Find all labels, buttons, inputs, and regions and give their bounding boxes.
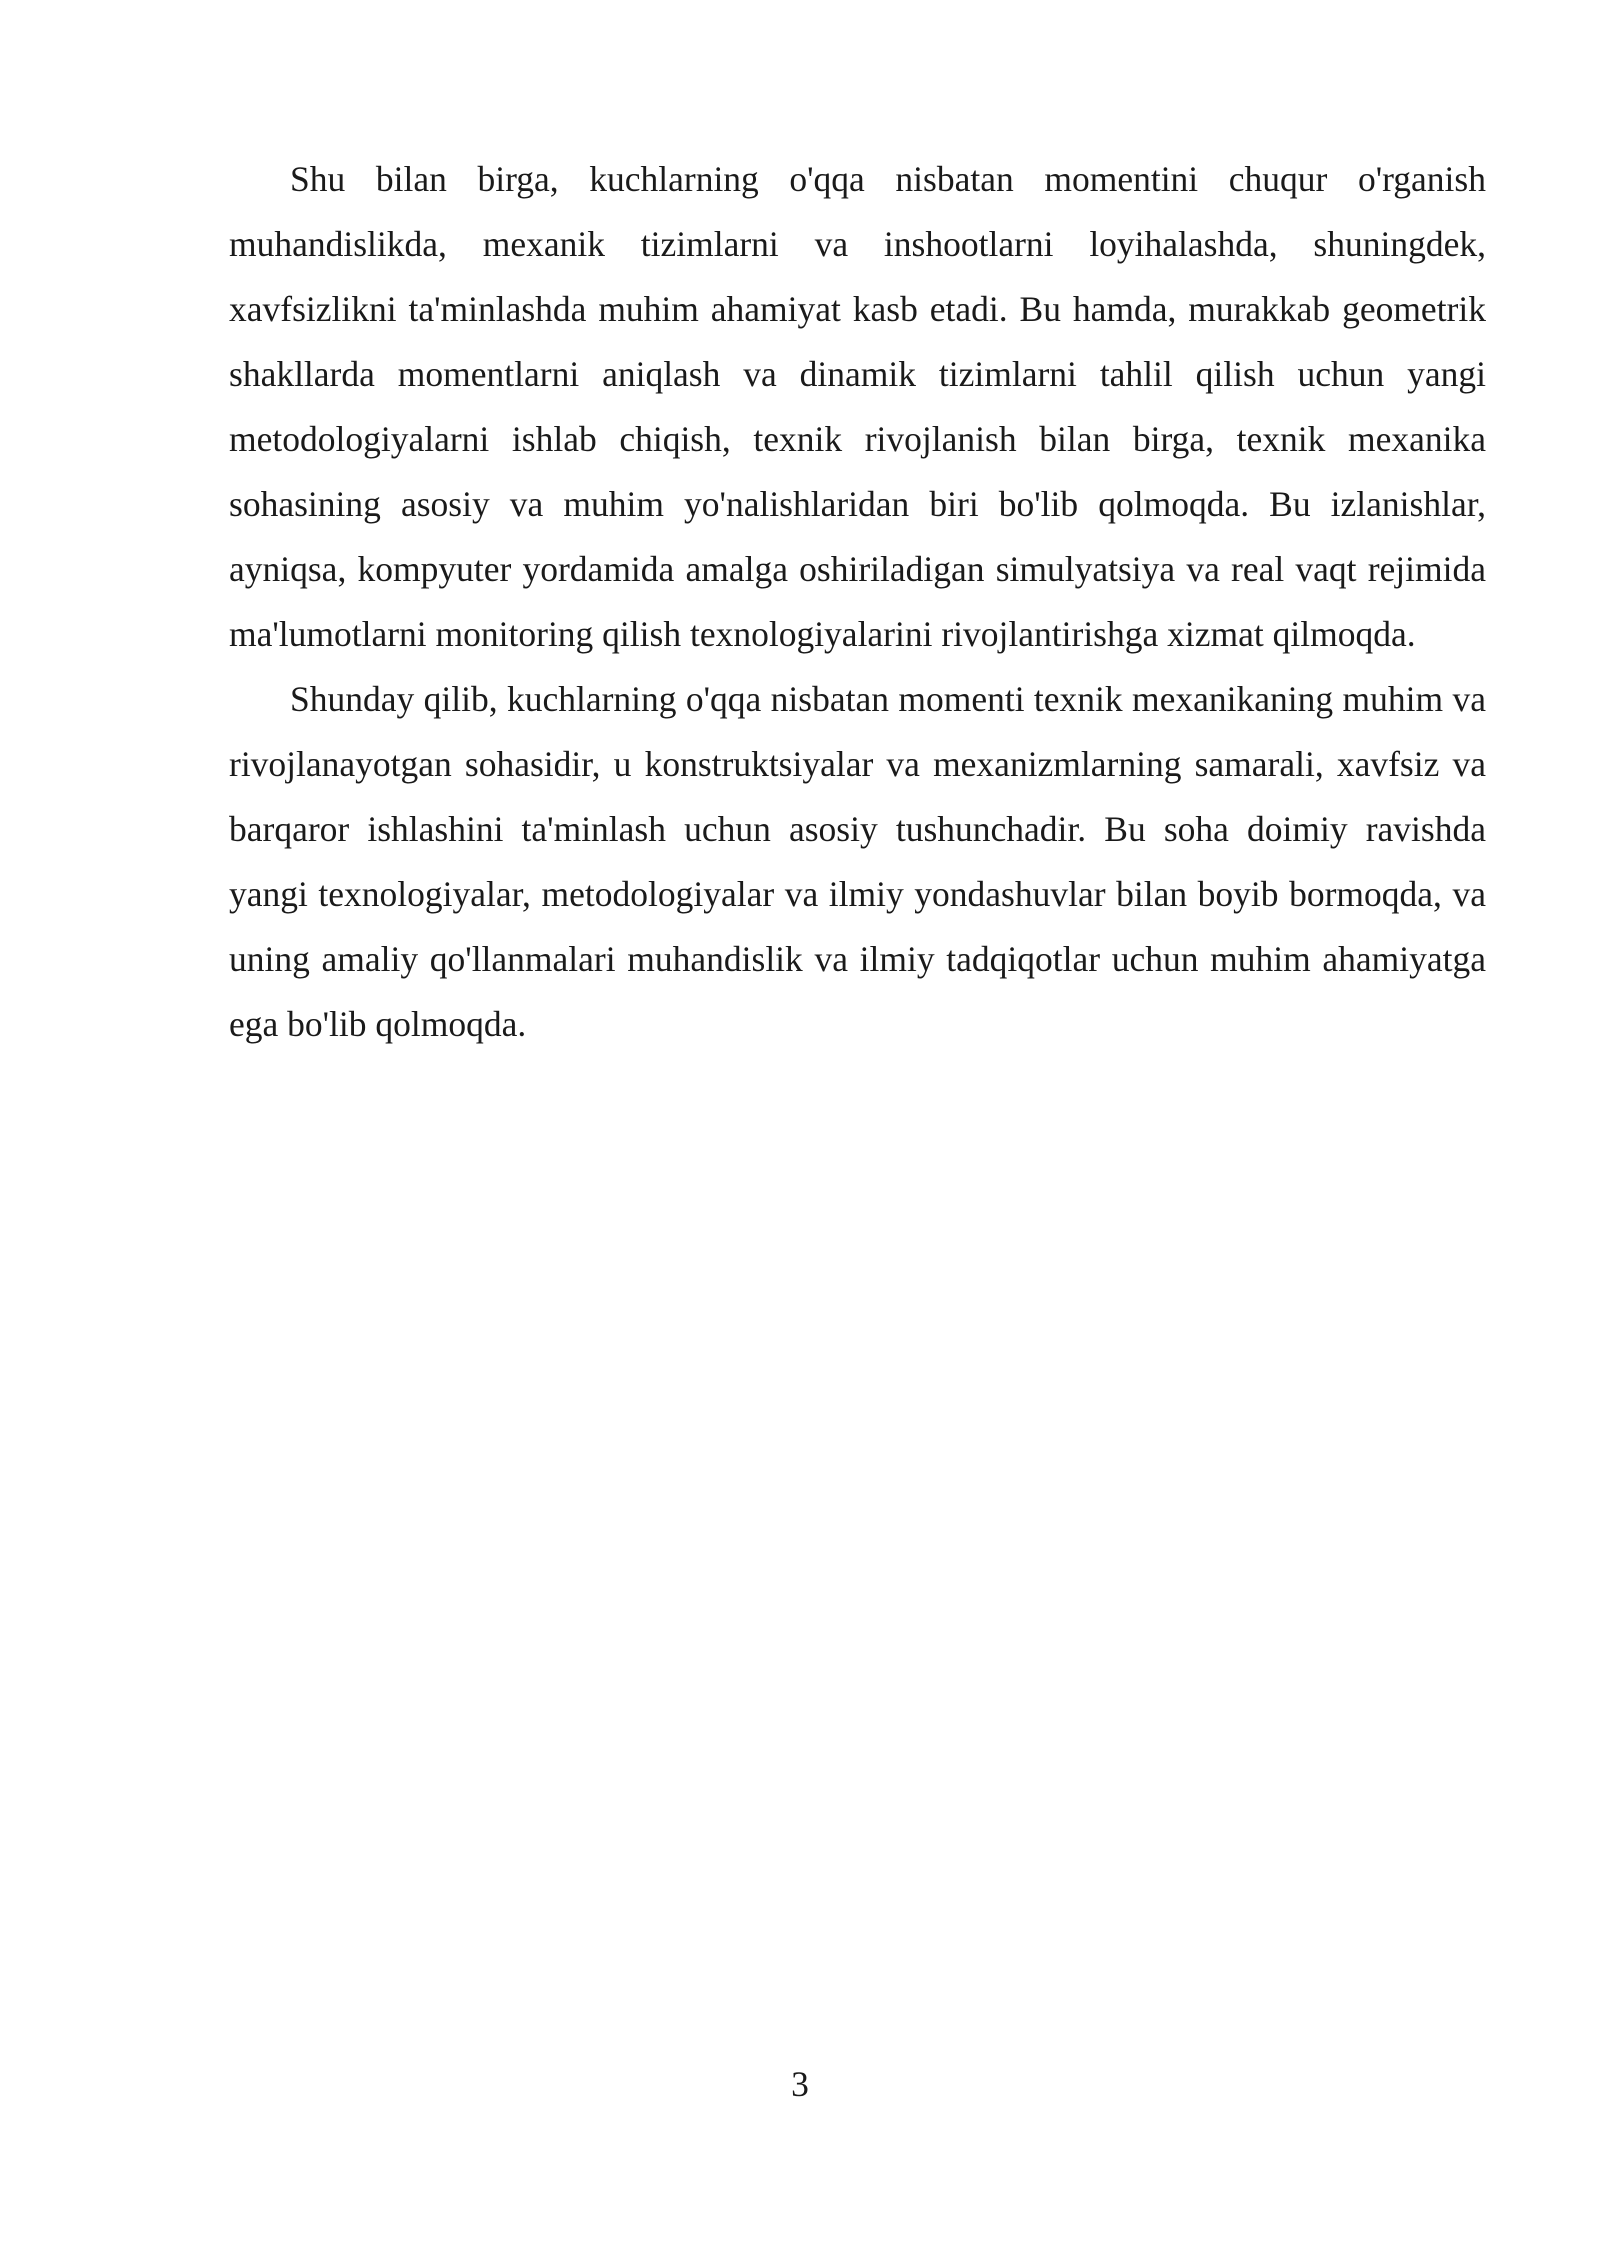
document-body [229, 147, 1486, 1057]
paragraph-2: Shunday qilib, kuchlarning o'qqa nisbatan momenti texnik mexanikaning muhim va rivojlanayotgan sohasidir, u konstruktsiyalar va mexanizmlarning samarali, xavfsiz va barqaror ishlashini ta'minlash uchun asosiy tushunchadir. Bu soha doimiy ravishda yangi texnologiyalar, metodologiyalar va ilmiy yondashuvlar bilan boyib bormoqda, va uning amaliy qo'llanmalari muhandislik va ilmiy tadqiqotlar uchun muhim ahamiyatga ega bo'lib qolmoqda. [229, 679, 1486, 1044]
paragraph-1: Shu bilan birga, kuchlarning o'qqa nisbatan momentini chuqur o'rganish muhandislikda, mexanik tizimlarni va inshootlarni loyihalashda, shuningdek, xavfsizlikni ta'minlashda muhim ahamiyat kasb etadi. Bu hamda, murakkab geometrik shakllarda momentlarni aniqlash va dinamik tizimlarni tahlil qilish uchun yangi metodologiyalarni ishlab chiqish, texnik rivojlanish bilan birga, texnik mexanika sohasining asosiy va muhim yo'nalishlaridan biri bo'lib qolmoqda. Bu izlanishlar, ayniqsa, kompyuter yordamida amalga oshiriladigan simulyatsiya va real vaqt rejimida ma'lumotlarni monitoring qilish texnologiyalarini rivojlantirishga xizmat qilmoqda. [229, 159, 1486, 654]
page-number: 3 [791, 2064, 809, 2104]
